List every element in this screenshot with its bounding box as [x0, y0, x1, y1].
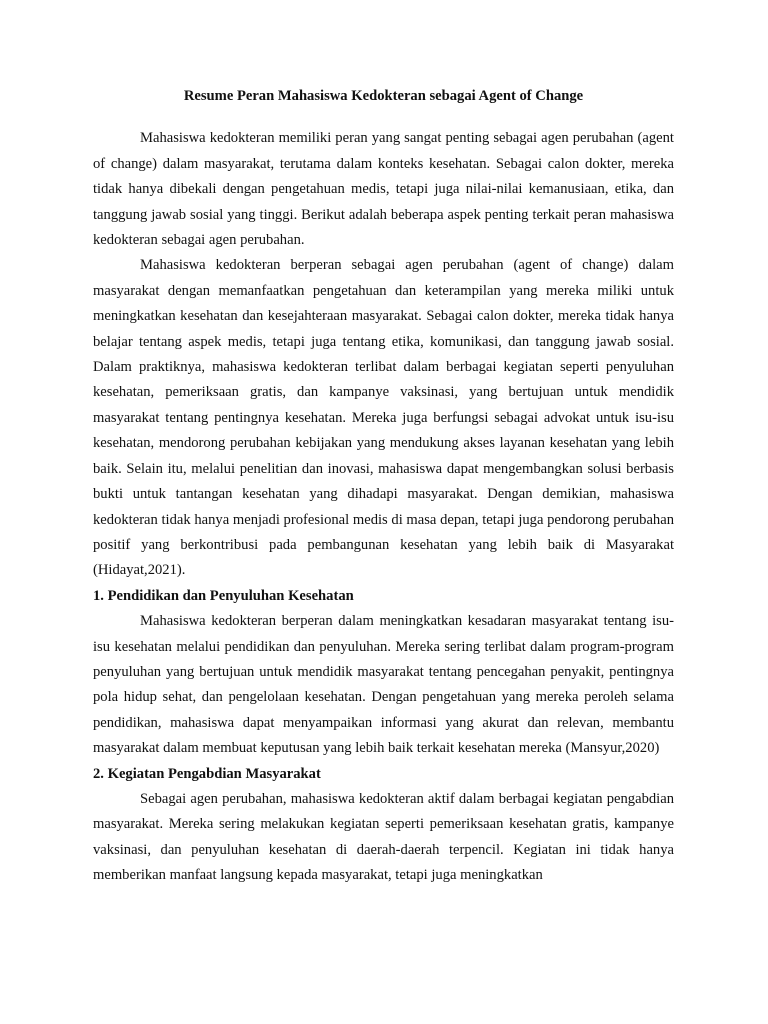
section-body: Mahasiswa kedokteran berperan dalam meningkatkan kesadaran masyarakat tentang isu-isu kesehatan melalui pendidikan dan penyuluhan. Mereka sering terlibat dalam program-program penyuluhan yang bertujuan untuk mendidik masyarakat tentang pencegahan penyakit, pentingnya pola hidup sehat, dan pengelolaan kesehatan. Dengan pengetahuan yang mereka peroleh selama pendidikan, mahasiswa dapat menyampaikan informasi yang akurat dan relevan, membantu masyarakat dalam membuat keputusan yang lebih baik terkait kesehatan mereka (Mansyur,2020): [93, 613, 674, 757]
intro-paragraph: Mahasiswa kedokteran berperan sebagai agen perubahan (agent of change) dalam masyarakat dengan memanfaatkan pengetahuan dan keterampilan yang mereka miliki untuk meningkatkan kesehatan dan kesejahteraan masyarakat. Sebagai calon dokter, mereka tidak hanya belajar tentang aspek medis, tetapi juga tentang etika, komunikasi, dan tanggung jawab sosial. Dalam praktiknya, mahasiswa kedokteran terlibat dalam berbagai kegiatan seperti penyuluhan kesehatan, pemeriksaan gratis, dan kampanye vaksinasi, yang bertujuan untuk mendidik masyarakat tentang pentingnya kesehatan. Mereka juga berfungsi sebagai advokat untuk isu-isu kesehatan, mendorong perubahan kebijakan yang mendukung akses layanan kesehatan yang lebih baik. Selain itu, melalui penelitian dan inovasi, mahasiswa dapat mengembangkan solusi berbasis bukti untuk tantangan kesehatan yang dihadapi masyarakat. Dengan demikian, mahasiswa kedokteran tidak hanya menjadi profesional medis di masa depan, tetapi juga pendorong perubahan positif yang berkontribusi pada pembangunan kesehatan yang lebih baik di Masyarakat (Hidayat,2021).: [93, 257, 674, 579]
section-body: Sebagai agen perubahan, mahasiswa kedokteran aktif dalam berbagai kegiatan pengabdian masyarakat. Mereka sering melakukan kegiatan seperti pemeriksaan kesehatan gratis, kampanye vaksinasi, dan penyuluhan kesehatan di daerah-daerah terpencil. Kegiatan ini tidak hanya memberikan manfaat langsung kepada masyarakat, tetapi juga meningkatkan: [93, 790, 674, 884]
section-heading: 2. Kegiatan Pengabdian Masyarakat: [93, 765, 321, 782]
document-title: Resume Peran Mahasiswa Kedokteran sebagai Agent of Change: [183, 88, 584, 104]
intro-paragraph: Mahasiswa kedokteran memiliki peran yang sangat penting sebagai agen perubahan (agent of change) dalam masyarakat, terutama dalam konteks kesehatan. Sebagai calon dokter, mereka tidak hanya dibekali dengan pengetahuan medis, tetapi juga nilai-nilai kemanusiaan, etika, dan tanggung jawab sosial yang tinggi. Berikut adalah beberapa aspek penting terkait peran mahasiswa kedokteran sebagai agen perubahan.: [93, 130, 674, 249]
document-page: [93, 84, 674, 889]
section-heading: 1. Pendidikan dan Penyuluhan Kesehatan: [93, 587, 354, 604]
